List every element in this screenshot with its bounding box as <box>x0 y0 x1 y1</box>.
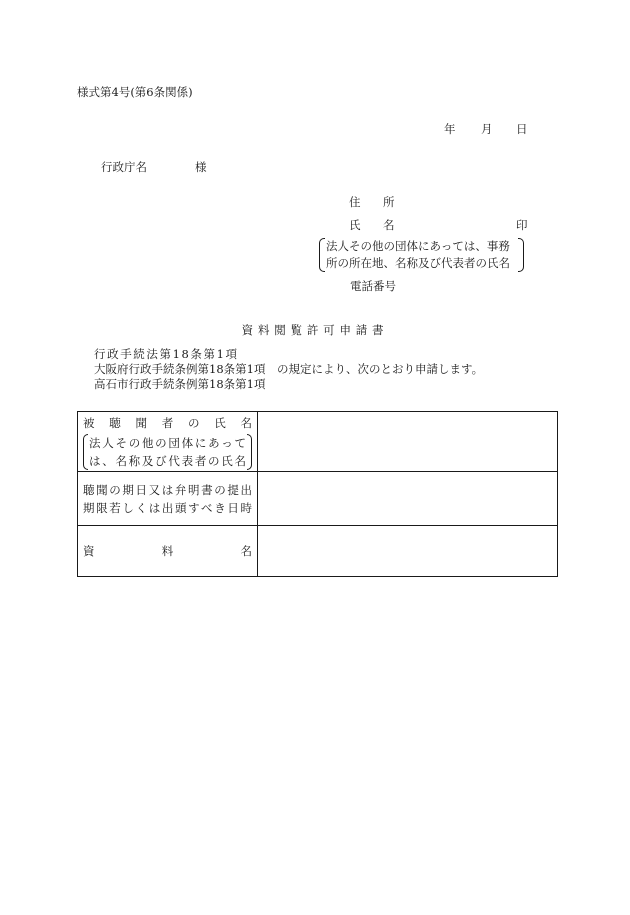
form-number: 様式第4号(第6条関係) <box>77 85 193 99</box>
hearing-subject-note-bracket <box>83 434 252 470</box>
legal-basis-line3: 高石市行政手続条例第18条第1項 <box>94 377 266 391</box>
hearing-subject-note-line2: は、名称及び代表者の氏名 <box>89 453 246 468</box>
document-title: 資料閲覧許可申請書 <box>241 323 389 337</box>
corporate-note-line1: 法人その他の団体にあっては、事務 <box>326 239 510 253</box>
table-row <box>78 526 558 577</box>
name-label-part2: 名 <box>383 218 395 232</box>
left-bracket <box>319 238 325 272</box>
hearing-subject-value[interactable] <box>258 412 558 472</box>
date-day-label: 日 <box>516 122 528 136</box>
hearing-date-label-line2: 期限若しくは出頭すべき日時 <box>83 500 252 515</box>
phone-number-label: 電話番号 <box>350 279 396 293</box>
seal-mark: 印 <box>516 218 528 232</box>
address-label-part2: 所 <box>383 195 395 209</box>
table-row <box>78 472 558 526</box>
right-bracket <box>518 238 524 272</box>
addressee-honorific: 様 <box>195 160 207 174</box>
application-details-table <box>77 411 558 577</box>
hearing-date-value[interactable] <box>258 472 558 526</box>
hearing-date-label-cell <box>78 472 258 526</box>
legal-basis-suffix: の規定により、次のとおり申請します。 <box>277 362 484 376</box>
hearing-subject-label-cell <box>78 412 258 472</box>
hearing-subject-label: 被聴聞者の氏名 <box>83 415 252 430</box>
date-year-label: 年 <box>444 122 456 136</box>
date-month-label: 月 <box>481 122 493 136</box>
legal-basis-line1: 行政手続法第18条第1項 <box>94 347 239 361</box>
hearing-date-label-line1: 聴聞の期日又は弁明書の提出 <box>83 482 252 497</box>
hearing-subject-note-line1: 法人その他の団体にあって <box>89 435 246 450</box>
material-name-label: 資料名 <box>83 544 252 558</box>
corporate-note-bracket <box>319 238 524 272</box>
address-label-part1: 住 <box>349 195 361 209</box>
corporate-note-line2: 所の所在地、名称及び代表者の氏名 <box>326 256 510 270</box>
material-name-value[interactable] <box>258 526 558 577</box>
table-row <box>78 412 558 472</box>
name-label-part1: 氏 <box>349 218 361 232</box>
right-bracket <box>247 434 252 470</box>
addressee-agency-name: 行政庁名 <box>101 160 147 174</box>
legal-basis-line2: 大阪府行政手続条例第18条第1項 <box>94 362 266 376</box>
material-name-label-cell <box>78 526 258 577</box>
left-bracket <box>83 434 88 470</box>
